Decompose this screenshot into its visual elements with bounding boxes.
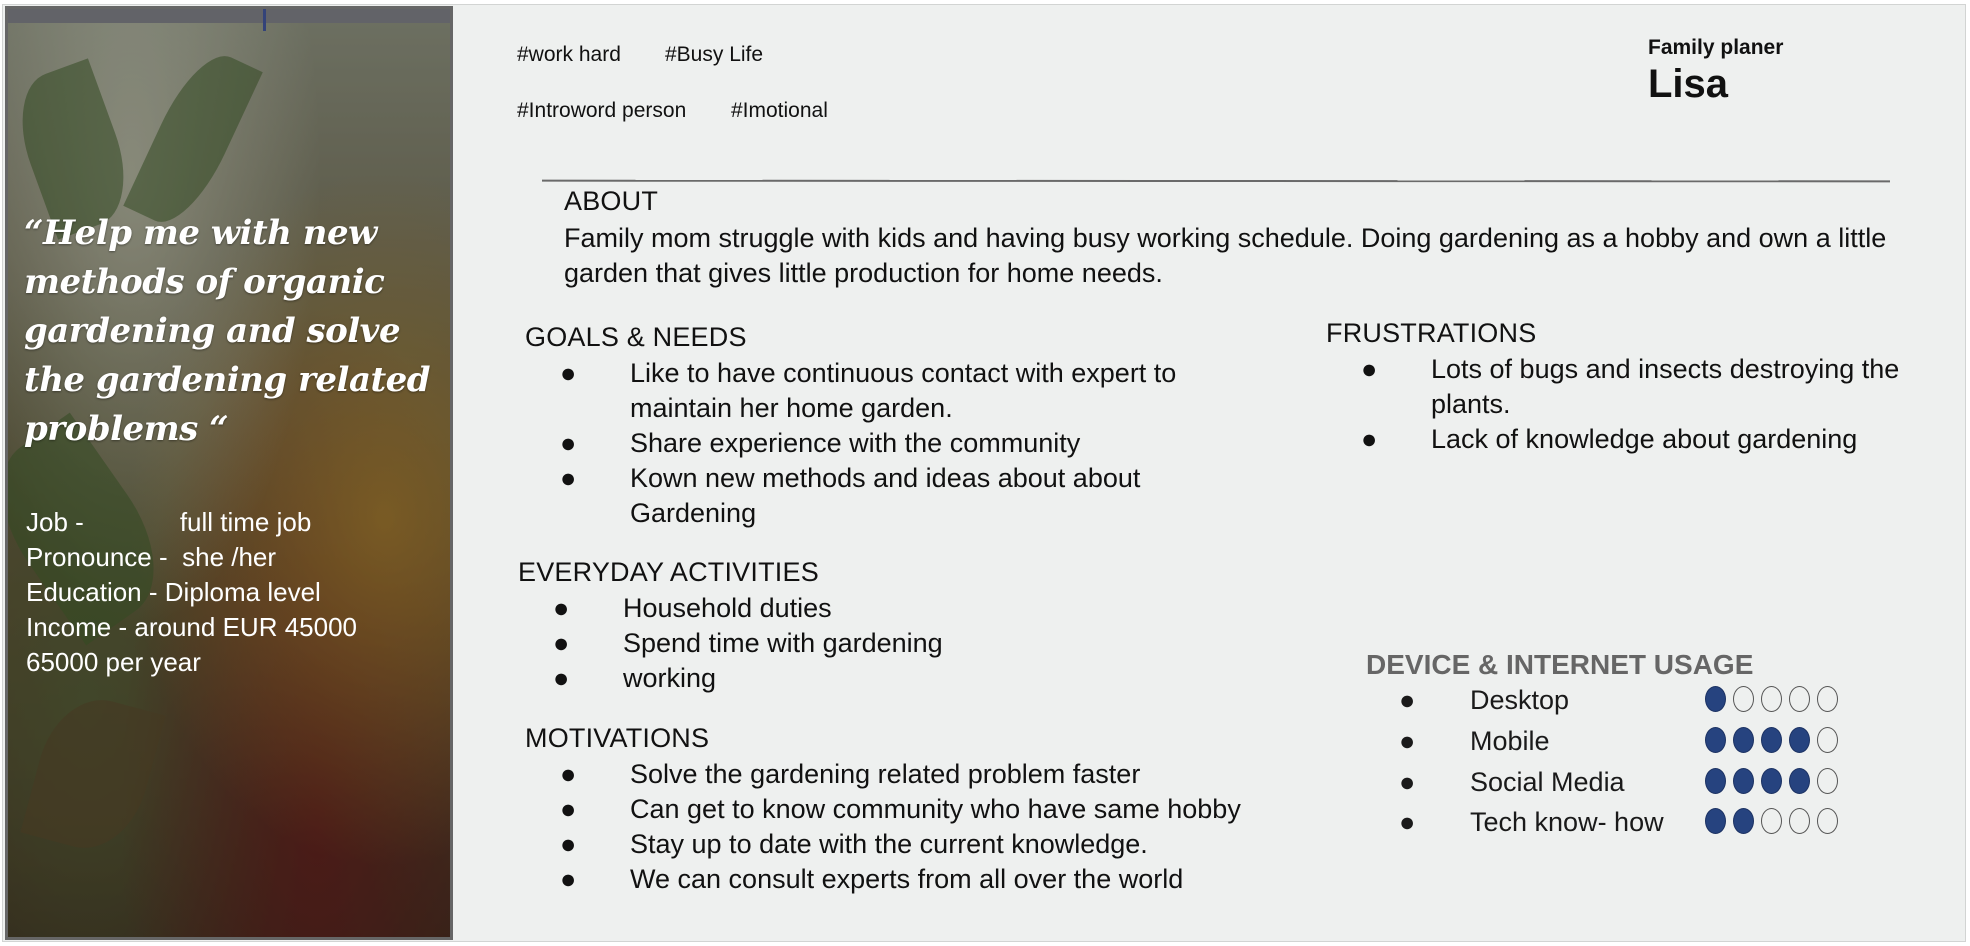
bullet-icon: ●	[1361, 354, 1378, 384]
photo-shade-overlay	[8, 9, 450, 937]
list-item: ● Stay up to date with the current knowledge.	[630, 827, 1250, 862]
rating-dots	[1705, 727, 1838, 753]
list-item: ● Can get to know community who have same hobby	[630, 792, 1250, 827]
rating-dot-filled-icon	[1733, 808, 1754, 834]
goals-heading: GOALS & NEEDS	[525, 322, 747, 352]
about-heading: ABOUT	[564, 186, 659, 216]
bullet-icon: ●	[560, 794, 577, 824]
fact-job: Job - full time job	[26, 507, 312, 537]
list-item: ● Lack of knowledge about gardening	[1431, 422, 1956, 457]
bullet-icon: ●	[553, 663, 570, 693]
rating-dots	[1705, 768, 1838, 794]
rating-dot-filled-icon	[1761, 768, 1782, 794]
bullet-icon: ●	[553, 628, 570, 658]
activities-heading: EVERYDAY ACTIVITIES	[518, 557, 819, 587]
list-item: ● Kown new methods and ideas about about Gardening	[560, 463, 1141, 528]
tag-emotional: #Imotional	[731, 99, 828, 122]
list-item: ● We can consult experts from all over the world	[630, 862, 1250, 897]
list-item: ● working	[623, 661, 1223, 696]
rating-dot-filled-icon	[1705, 808, 1726, 834]
fact-income: Income - around EUR 45000	[26, 612, 357, 642]
motivations-heading: MOTIVATIONS	[525, 723, 710, 753]
rating-dot-empty-icon	[1817, 768, 1838, 794]
list-item: ● Solve the gardening related problem faster	[630, 757, 1250, 792]
list-item: ● Household duties	[623, 591, 1223, 626]
tag-work-hard: #work hard	[517, 43, 621, 66]
rating-dot-empty-icon	[1817, 686, 1838, 712]
bullet-icon: ●	[560, 864, 577, 894]
list-item: ● Lots of bugs and insects destroying the plants.	[1361, 354, 1900, 419]
bullet-icon: ●	[560, 358, 577, 388]
rating-dot-filled-icon	[1789, 768, 1810, 794]
persona-facts	[26, 505, 357, 680]
rating-dot-empty-icon	[1733, 686, 1754, 712]
rating-dot-empty-icon	[1761, 686, 1782, 712]
rating-dot-empty-icon	[1789, 808, 1810, 834]
bullet-icon: ●	[560, 463, 577, 493]
activities-list	[553, 591, 1223, 696]
bullet-icon: ●	[560, 759, 577, 789]
rating-dots	[1705, 686, 1838, 712]
rating-dot-filled-icon	[1733, 768, 1754, 794]
tag-introvert: #Introword person	[517, 99, 687, 122]
persona-quote: “Help me with new methods of organic gardening and solve the gardening related problems “	[24, 213, 431, 449]
rating-dot-filled-icon	[1705, 768, 1726, 794]
bullet-icon: ●	[1399, 807, 1416, 837]
rating-dot-empty-icon	[1789, 686, 1810, 712]
rating-dot-filled-icon	[1705, 686, 1726, 712]
rating-dot-filled-icon	[1733, 727, 1754, 753]
list-item: ● Spend time with gardening	[623, 626, 1223, 661]
bullet-icon: ●	[1361, 424, 1378, 454]
goals-list	[560, 356, 1250, 531]
rating-dots	[1705, 808, 1838, 834]
fact-pronoun: Pronounce - she /her	[26, 542, 277, 572]
frustrations-list	[1361, 352, 1956, 457]
rating-dot-empty-icon	[1761, 808, 1782, 834]
about-text: Family mom struggle with kids and having busy working schedule. Doing gardening as a hobby and own a little garden that gives little production for home needs.	[564, 223, 1887, 288]
frustrations-heading: FRUSTRATIONS	[1326, 318, 1537, 348]
fact-income-range: 65000 per year	[26, 647, 201, 677]
rating-dot-empty-icon	[1817, 727, 1838, 753]
persona-name: Lisa	[1648, 62, 1729, 106]
list-item: ● Like to have continuous contact with expert to maintain her home garden.	[560, 358, 1177, 423]
bullet-icon: ●	[1399, 767, 1416, 797]
bullet-icon: ●	[1399, 726, 1416, 756]
list-item: ● Share experience with the community	[630, 426, 1250, 461]
bullet-icon: ●	[1399, 685, 1416, 715]
device-usage-heading: DEVICE & INTERNET USAGE	[1366, 649, 1754, 680]
bullet-icon: ●	[560, 428, 577, 458]
fact-education: Education - Diploma level	[26, 577, 321, 607]
rating-dot-empty-icon	[1817, 808, 1838, 834]
bullet-icon: ●	[553, 593, 570, 623]
motivations-list	[560, 757, 1250, 897]
persona-role: Family planer	[1648, 36, 1784, 59]
tag-busy-life: #Busy Life	[665, 43, 764, 66]
rating-dot-filled-icon	[1789, 727, 1810, 753]
bullet-icon: ●	[560, 829, 577, 859]
rating-dot-filled-icon	[1705, 727, 1726, 753]
rating-dot-filled-icon	[1761, 727, 1782, 753]
persona-photo-panel	[5, 6, 453, 940]
